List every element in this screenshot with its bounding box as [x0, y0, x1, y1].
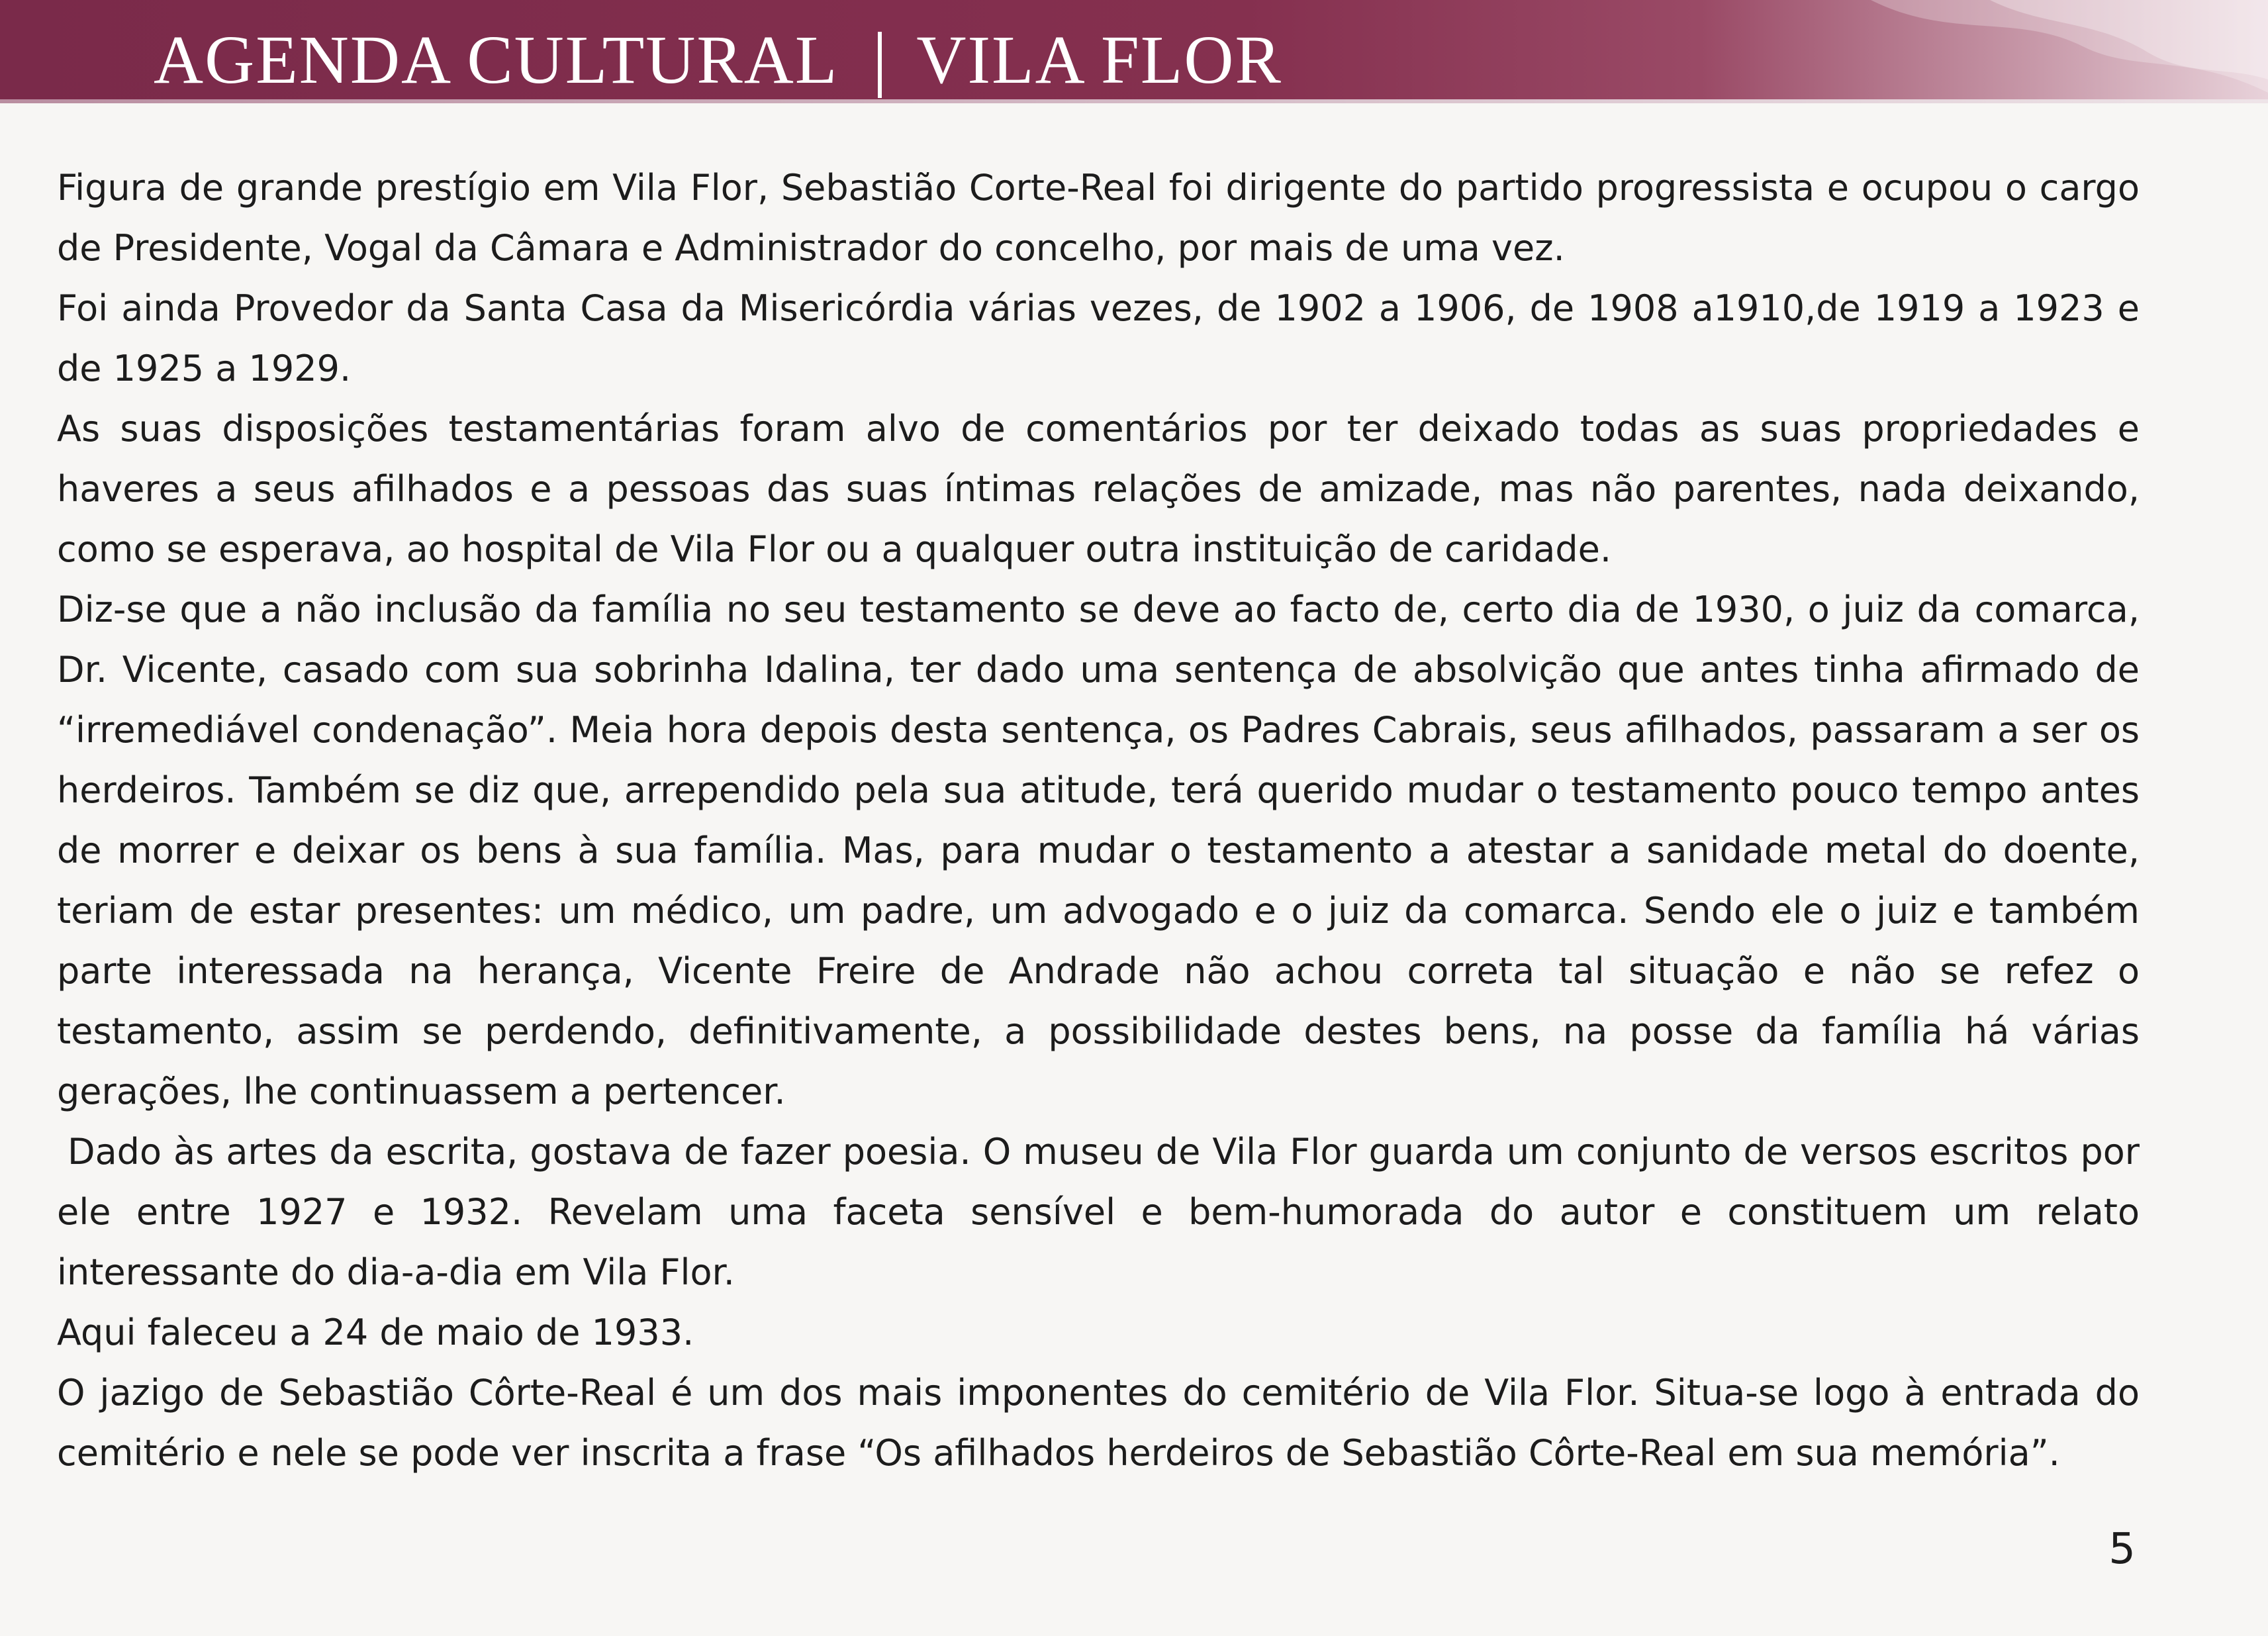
paragraph: Figura de grande prestígio em Vila Flor, Sebastião Corte-Real foi dirigente do partido progressista e ocupou o cargo de Presidente, Vogal da Câmara e Administrador do concelho, por mais de uma vez. — [57, 167, 2140, 269]
paragraph: As suas disposições testamentárias foram alvo de comentários por ter deixado todas as suas propriedades e haveres a seus afilhados e a pessoas das suas íntimas relações de amizade, mas não parentes, nada deixando, como se esperava, ao hospital de Vila Flor ou a qualquer outra instituição de caridade. — [57, 408, 2140, 570]
header-separator — [878, 32, 882, 98]
paragraph: Foi ainda Provedor da Santa Casa da Misericórdia várias vezes, de 1902 a 1906, de 1908 a1910,de 1919 a 1923 e de 1925 a 1929. — [57, 287, 2140, 389]
header-band — [0, 0, 2268, 99]
paragraph: Dado às artes da escrita, gostava de fazer poesia. O museu de Vila Flor guarda um conjunto de versos escritos por ele entre 1927 e 1932. Revelam uma faceta sensível e bem-humorada do autor e constituem um relato interessante do dia-a-dia em Vila Flor. — [57, 1131, 2140, 1293]
paragraph: O jazigo de Sebastião Côrte-Real é um dos mais imponentes do cemitério de Vila Flor. Situa-se logo à entrada do cemitério e nele se pode ver inscrita a frase “Os afilhados herdeiros de Sebastião Côrte-Real em sua memória”. — [57, 1372, 2140, 1474]
header-place-title: VILA FLOR — [916, 21, 1282, 98]
paragraph: Diz-se que a não inclusão da família no seu testamento se deve ao facto de, certo dia de 1930, o juiz da comarca, Dr. Vicente, casado com sua sobrinha Idalina, ter dado uma sentença de absolvição que antes tinha afirmado de “irremediável condenação”. Meia hora depois desta sentença, os Padres Cabrais, seus afilhados, passaram a ser os herdeiros. Também se diz que, arrependido pela sua atitude, terá querido mudar o testamento pouco tempo antes de morrer e deixar os bens à sua família. Mas, para mudar o testamento a atestar a sanidade metal do doente, teriam de estar presentes: um médico, um padre, um advogado e o juiz da comarca. Sendo ele o juiz e também parte interessada na herança, Vicente Freire de Andrade não achou correta tal situação e não se refez o testamento, assim se perdendo, definitivamente, a possibilidade destes bens, na posse da família há várias gerações, lhe continuassem a pertencer. — [57, 589, 2140, 1112]
paragraph: Aqui faleceu a 24 de maio de 1933. — [57, 1312, 694, 1353]
header-rule — [0, 99, 2268, 103]
page-number: 5 — [2108, 1525, 2136, 1574]
header-section-title: AGENDA CULTURAL — [154, 21, 839, 98]
header-title — [154, 20, 1282, 99]
header-decoration — [1672, 0, 2268, 99]
article-body — [57, 158, 2140, 1483]
